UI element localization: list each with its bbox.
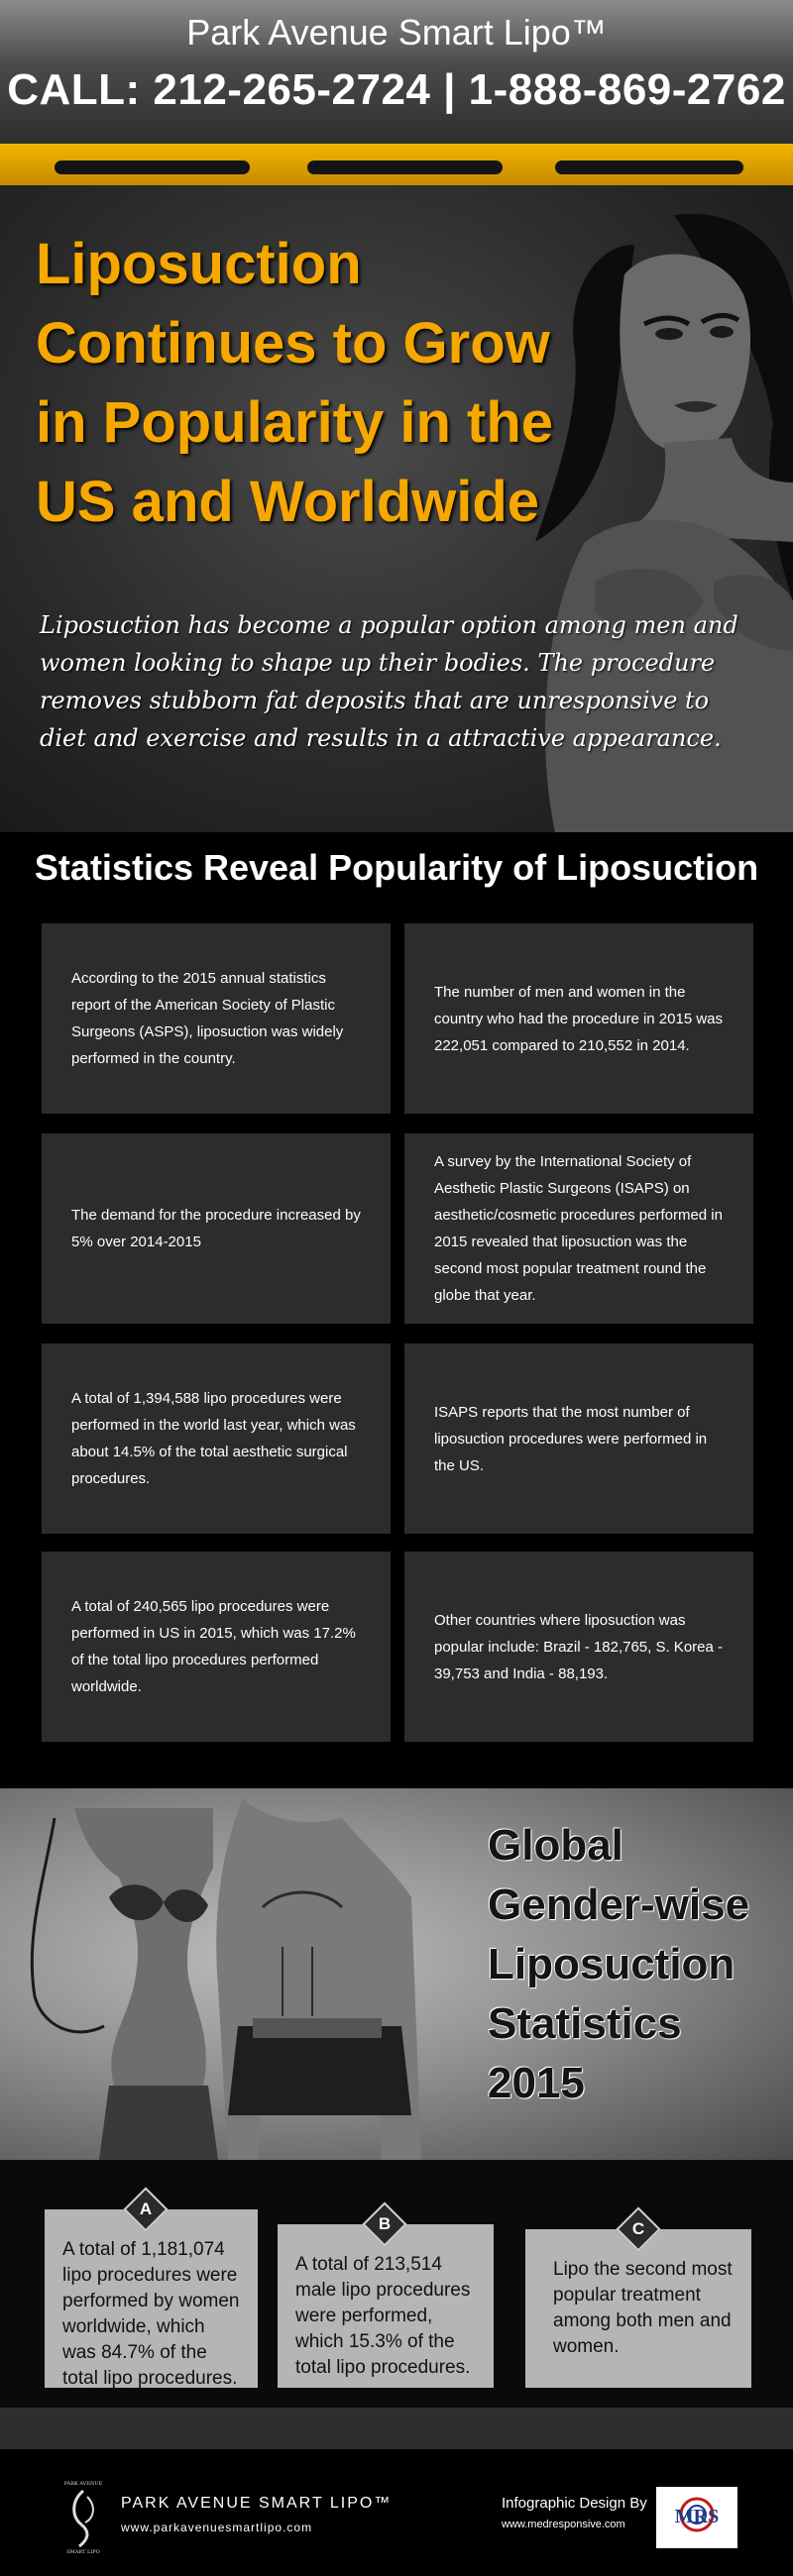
- gold-divider-bar: [0, 144, 793, 185]
- badge-c: C: [616, 2206, 660, 2251]
- badge-b: B: [362, 2201, 406, 2246]
- card-text: Lipo the second most popular treatment among both men and women.: [553, 2259, 733, 2357]
- gender-stat-card: [525, 2219, 751, 2388]
- phone-numbers[interactable]: CALL: 212-265-2724 | 1-888-869-2762: [7, 65, 786, 114]
- design-credit-link[interactable]: www.medresponsive.com: [502, 2519, 625, 2530]
- divider-pill: [307, 161, 503, 174]
- stats-title: Statistics Reveal Popularity of Liposuction: [34, 847, 759, 888]
- divider-pill: [55, 161, 250, 174]
- logo-top-text: PARK AVENUE: [63, 2481, 103, 2487]
- park-avenue-logo: [57, 2477, 109, 2554]
- mrs-logo: [656, 2487, 737, 2548]
- footer-website-link[interactable]: www.parkavenuesmartlipo.com: [121, 2521, 313, 2534]
- stat-card: The demand for the procedure increased by 5% over 2014-2015: [42, 1133, 391, 1324]
- stat-card: The number of men and women in the country who had the procedure in 2015 was 222,051 compared to 210,552 in 2014.: [404, 923, 753, 1114]
- hero-section: [0, 185, 793, 832]
- divider-band: [0, 2408, 793, 2449]
- mrs-logo-text: MRS: [674, 2506, 720, 2527]
- footer: [0, 2449, 793, 2576]
- card-text: A total of 1,181,074 lipo procedures were performed by women worldwide, which was 84.7% of the total lipo procedures.: [62, 2239, 240, 2389]
- gender-section: [0, 1788, 793, 2160]
- gender-cards-section: [0, 2160, 793, 2408]
- brand-name: Park Avenue Smart Lipo™: [186, 12, 607, 53]
- logo-bottom-text: SMART LIPO: [66, 2549, 100, 2554]
- couple-illustration: [15, 1788, 431, 2160]
- footer-brand-name: PARK AVENUE SMART LIPO™: [121, 2495, 393, 2512]
- gender-stat-card: [278, 2214, 494, 2388]
- card-text: A total of 213,514 male lipo procedures were performed, which 15.3% of the total lipo procedures.: [295, 2254, 471, 2378]
- badge-a: A: [123, 2187, 168, 2231]
- stat-card: Other countries where liposuction was popular include: Brazil - 182,765, S. Korea - 39,753 and India - 88,193.: [404, 1552, 753, 1742]
- divider-pill: [555, 161, 743, 174]
- stat-card: A total of 1,394,588 lipo procedures were performed in the world last year, which was about 14.5% of the total aesthetic surgical procedures.: [42, 1343, 391, 1534]
- stat-card: According to the 2015 annual statistics report of the American Society of Plastic Surgeons (ASPS), liposuction was widely performed in the country.: [42, 923, 391, 1114]
- design-credit-label: Infographic Design By: [502, 2495, 647, 2512]
- hero-title: Liposuction Continues to Grow in Popularity in the US and Worldwide: [36, 232, 554, 534]
- stat-card: A survey by the International Society of Aesthetic Plastic Surgeons (ISAPS) on aesthetic/cosmetic procedures performed in 2015 revealed that liposuction was the second most popular treatment round the globe that year.: [404, 1133, 753, 1324]
- header: [0, 0, 793, 144]
- gender-stat-card: [45, 2200, 258, 2389]
- stat-card: ISAPS reports that the most number of liposuction procedures were performed in the US.: [404, 1343, 753, 1534]
- gender-title: Global Gender-wise Liposuction Statistics 2015: [488, 1821, 750, 2107]
- hero-lead-text: Liposuction has become a popular option among men and women looking to shape up their bodies. The procedure removes stubborn fat deposits that are unresponsive to diet and exercise and results in a attractive appearance.: [40, 611, 738, 752]
- stat-card: A total of 240,565 lipo procedures were performed in US in 2015, which was 17.2% of the total lipo procedures performed worldwide.: [42, 1552, 391, 1742]
